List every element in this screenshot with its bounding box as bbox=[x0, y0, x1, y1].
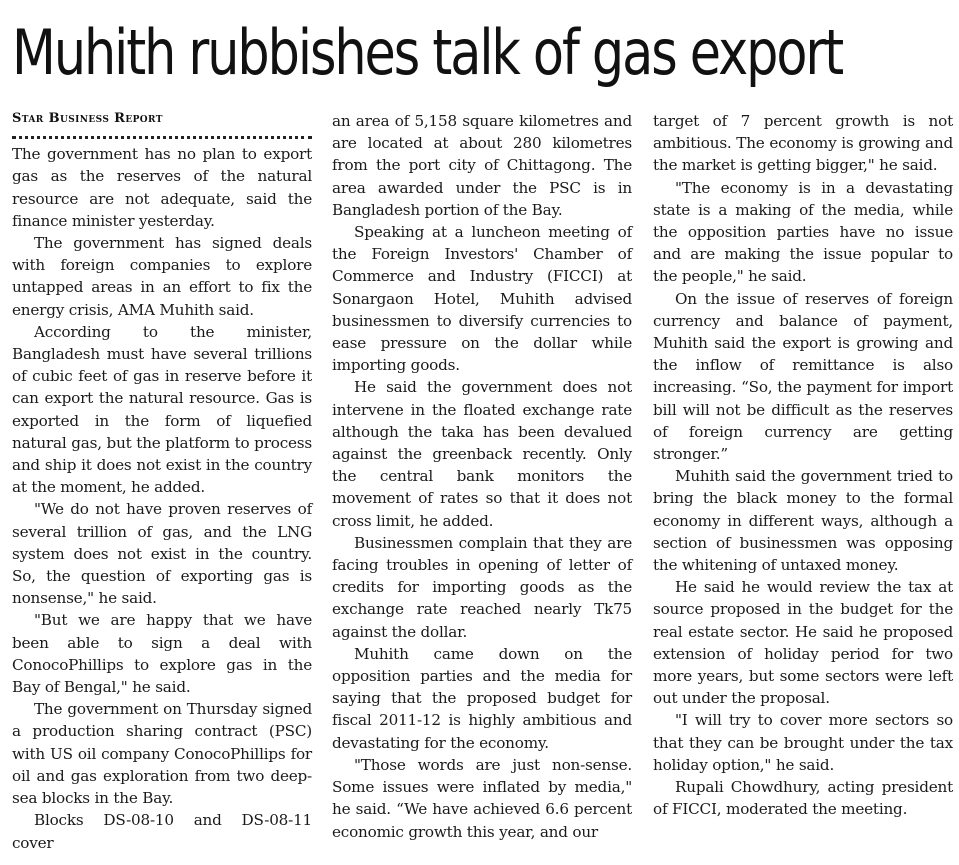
article-column-3 bbox=[653, 110, 953, 821]
paragraph: target of 7 percent growth is not ambitious. The economy is growing and the market is getting bigger," he said. bbox=[653, 112, 953, 175]
article-column-1 bbox=[12, 104, 312, 854]
byline: Star Business Report bbox=[12, 111, 163, 126]
paragraph: an area of 5,158 square kilometres and are located at about 280 kilometres from the port city of Chittagong. The area awarded under the PSC is in Bangladesh portion of the Bay. bbox=[332, 112, 632, 219]
paragraph: The government has signed deals with foreign companies to explore untapped areas in an effort to fix the energy crisis, AMA Muhith said. bbox=[12, 234, 312, 319]
headline: Muhith rubbishes talk of gas export bbox=[12, 16, 843, 89]
paragraph: He said he would review the tax at source proposed in the budget for the real estate sector. He said he proposed extension of holiday period for two more years, but some sectors were left out under the proposal. bbox=[653, 578, 953, 708]
paragraph: "We do not have proven reserves of several trillion of gas, and the LNG system does not exist in the country. So, the question of exporting gas is nonsense," he said. bbox=[12, 500, 312, 608]
paragraph: Speaking at a luncheon meeting of the Foreign Investors' Chamber of Commerce and Industry (FICCI) at Sonargaon Hotel, Muhith advised businessmen to diversify currencies to ease pressure on the dollar while importing goods. bbox=[332, 223, 632, 375]
paragraph: Blocks DS-08-10 and DS-08-11 cover bbox=[12, 811, 312, 852]
paragraph: He said the government does not intervene in the floated exchange rate although the taka has been devalued against the greenback recently. Only the central bank monitors the movement of rates so that it does not cross limit, he added. bbox=[332, 378, 632, 530]
paragraph: "But we are happy that we have been able to sign a deal with ConocoPhillips to explore gas in the Bay of Bengal," he said. bbox=[12, 611, 312, 697]
paragraph: "The economy is in a devastating state is a making of the media, while the opposition parties have no issue and are making the issue popular to the people," he said. bbox=[653, 178, 953, 286]
paragraph: Muhith came down on the opposition parties and the media for saying that the proposed budget for fiscal 2011-12 is highly ambitious and devastating for the economy. bbox=[332, 644, 632, 752]
paragraph: Businessmen complain that they are facing troubles in opening of letter of credits for importing goods as the exchange rate reached nearly Tk75 against the dollar. bbox=[332, 533, 632, 641]
paragraph: According to the minister, Bangladesh must have several trillions of cubic feet of gas in reserve before it can export the natural resource. Gas is exported in the form of liquefied natural gas, but the platform to process and ship it does not exist in the country at the moment, he added. bbox=[12, 322, 312, 497]
article-column-2 bbox=[332, 110, 632, 843]
byline-divider bbox=[12, 136, 312, 139]
paragraph: The government on Thursday signed a production sharing contract (PSC) with US oil company ConocoPhillips for oil and gas exploration from two deep-sea blocks in the Bay. bbox=[12, 700, 312, 808]
paragraph: The government has no plan to export gas as the reserves of the natural resource are not adequate, said the finance minister yesterday. bbox=[12, 145, 312, 230]
paragraph: Rupali Chowdhury, acting president of FICCI, moderated the meeting. bbox=[653, 778, 953, 819]
paragraph: "I will try to cover more sectors so that they can be brought under the tax holiday option," he said. bbox=[653, 711, 953, 774]
paragraph: "Those words are just non-sense. Some issues were inflated by media," he said. “We have achieved 6.6 percent economic growth this year, and our bbox=[332, 755, 632, 841]
paragraph: On the issue of reserves of foreign currency and balance of payment, Muhith said the export is growing and the inflow of remittance is also increasing. “So, the payment for import bill will not be difficult as the reserves of foreign currency are getting stronger.” bbox=[653, 289, 953, 464]
paragraph: Muhith said the government tried to bring the black money to the formal economy in different ways, although a section of businessmen was opposing the whitening of untaxed money. bbox=[653, 467, 953, 575]
